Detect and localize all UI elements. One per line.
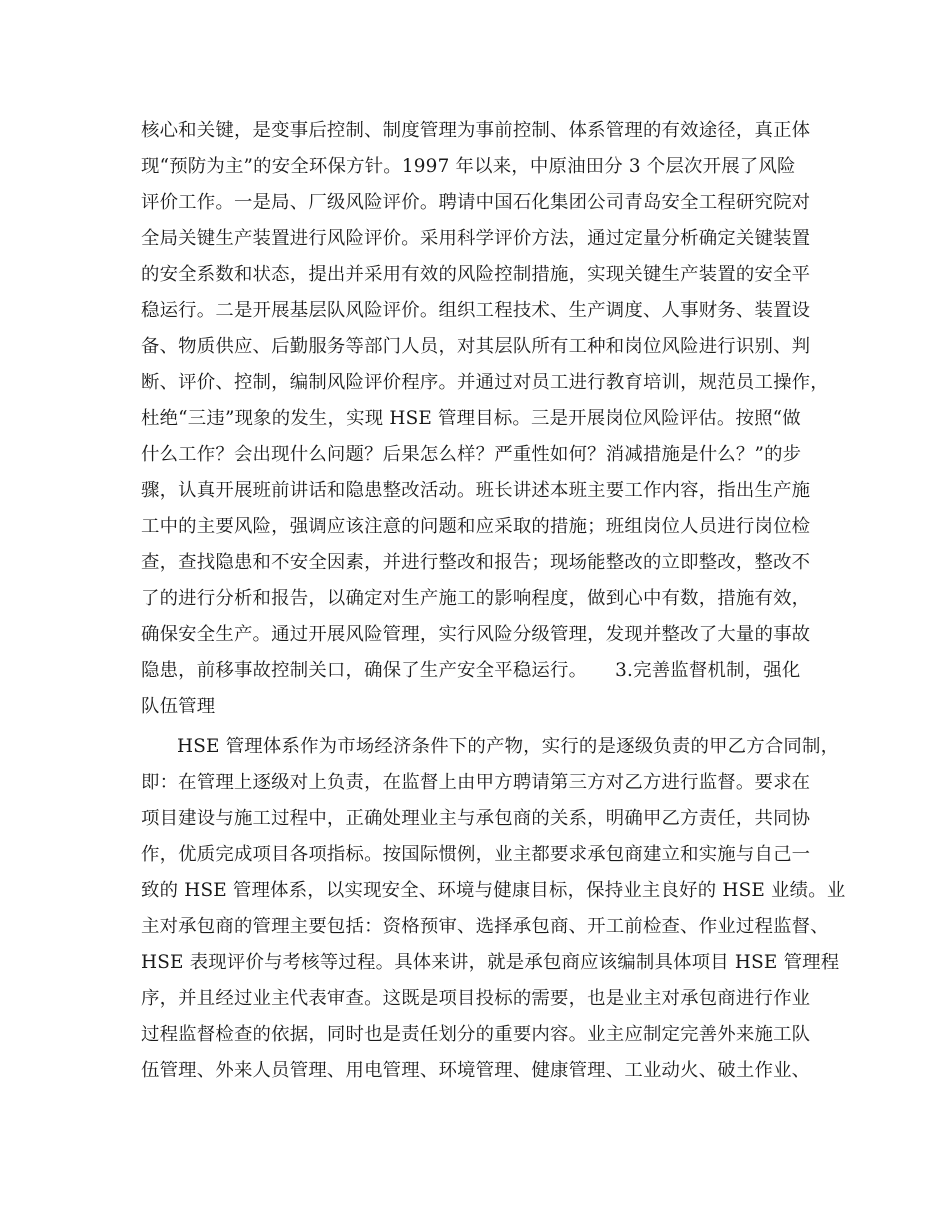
text-line: 查，查找隐患和不安全因素，并进行整改和报告；现场能整改的立即整改，整改不 xyxy=(141,552,811,573)
text-line: 作，优质完成项目各项指标。按国际惯例，业主都要求承包商建立和实施与自己一 xyxy=(141,844,811,865)
text-line: 全局关键生产装置进行风险评价。采用科学评价方法，通过定量分析确定关键装置 xyxy=(141,228,811,249)
text-line: 隐患，前移事故控制关口，确保了生产安全平稳运行。 3.完善监督机制，强化 xyxy=(141,660,801,681)
text-line: 断、评价、控制，编制风险评价程序。并通过对员工进行教育培训，规范员工操作， xyxy=(141,372,829,393)
text-line: 评价工作。一是局、厂级风险评价。聘请中国石化集团公司青岛安全工程研究院对 xyxy=(141,192,811,213)
text-line: HSE 表现评价与考核等过程。具体来讲，就是承包商应该编制具体项目 HSE 管理程 xyxy=(141,952,840,973)
text-line: 伍管理、外来人员管理、用电管理、环境管理、健康管理、工业动火、破土作业、 xyxy=(141,1060,811,1081)
text-line: 骤，认真开展班前讲话和隐患整改活动。班长讲述本班主要工作内容，指出生产施 xyxy=(141,480,811,501)
text-line: 稳运行。二是开展基层队风险评价。组织工程技术、生产调度、人事财务、装置设 xyxy=(141,300,811,321)
text-line: 核心和关键，是变事后控制、制度管理为事前控制、体系管理的有效途径，真正体 xyxy=(141,120,811,141)
text-line: 主对承包商的管理主要包括：资格预审、选择承包商、开工前检查、作业过程监督、 xyxy=(141,916,829,937)
text-line: 过程监督检查的依据，同时也是责任划分的重要内容。业主应制定完善外来施工队 xyxy=(141,1024,811,1045)
text-line: 什么工作？会出现什么问题？后果怎么样？严重性如何？消减措施是什么？”的步 xyxy=(141,444,802,465)
text-line: 序，并且经过业主代表审查。这既是项目投标的需要，也是业主对承包商进行作业 xyxy=(141,988,811,1009)
section-heading-line: 队伍管理 xyxy=(141,696,216,717)
text-line: 确保安全生产。通过开展风险管理，实行风险分级管理，发现并整改了大量的事故 xyxy=(141,624,811,645)
text-line: 的安全系数和状态，提出并采用有效的风险控制措施，实现关键生产装置的安全平 xyxy=(141,264,811,285)
paragraph-first-line: HSE 管理体系作为市场经济条件下的产物，实行的是逐级负责的甲乙方合同制， xyxy=(177,736,840,757)
text-line: 致的 HSE 管理体系，以实现安全、环境与健康目标，保持业主良好的 HSE 业绩。业 xyxy=(141,880,846,901)
text-line: 工中的主要风险，强调应该注意的问题和应采取的措施；班组岗位人员进行岗位检 xyxy=(141,516,811,537)
text-line: 项目建设与施工过程中，正确处理业主与承包商的关系，明确甲乙方责任，共同协 xyxy=(141,808,811,829)
text-line: 备、物质供应、后勤服务等部门人员，对其层队所有工种和岗位风险进行识别、判 xyxy=(141,336,811,357)
text-line: 了的进行分析和报告，以确定对生产施工的影响程度，做到心中有数，措施有效， xyxy=(141,588,811,609)
text-line: 杜绝“三违”现象的发生，实现 HSE 管理目标。三是开展岗位风险评估。按照“做 xyxy=(141,408,801,429)
text-line: 即：在管理上逐级对上负责，在监督上由甲方聘请第三方对乙方进行监督。要求在 xyxy=(141,772,811,793)
text-line: 现“预防为主”的安全环保方针。1997 年以来，中原油田分 3 个层次开展了风险 xyxy=(141,156,796,177)
